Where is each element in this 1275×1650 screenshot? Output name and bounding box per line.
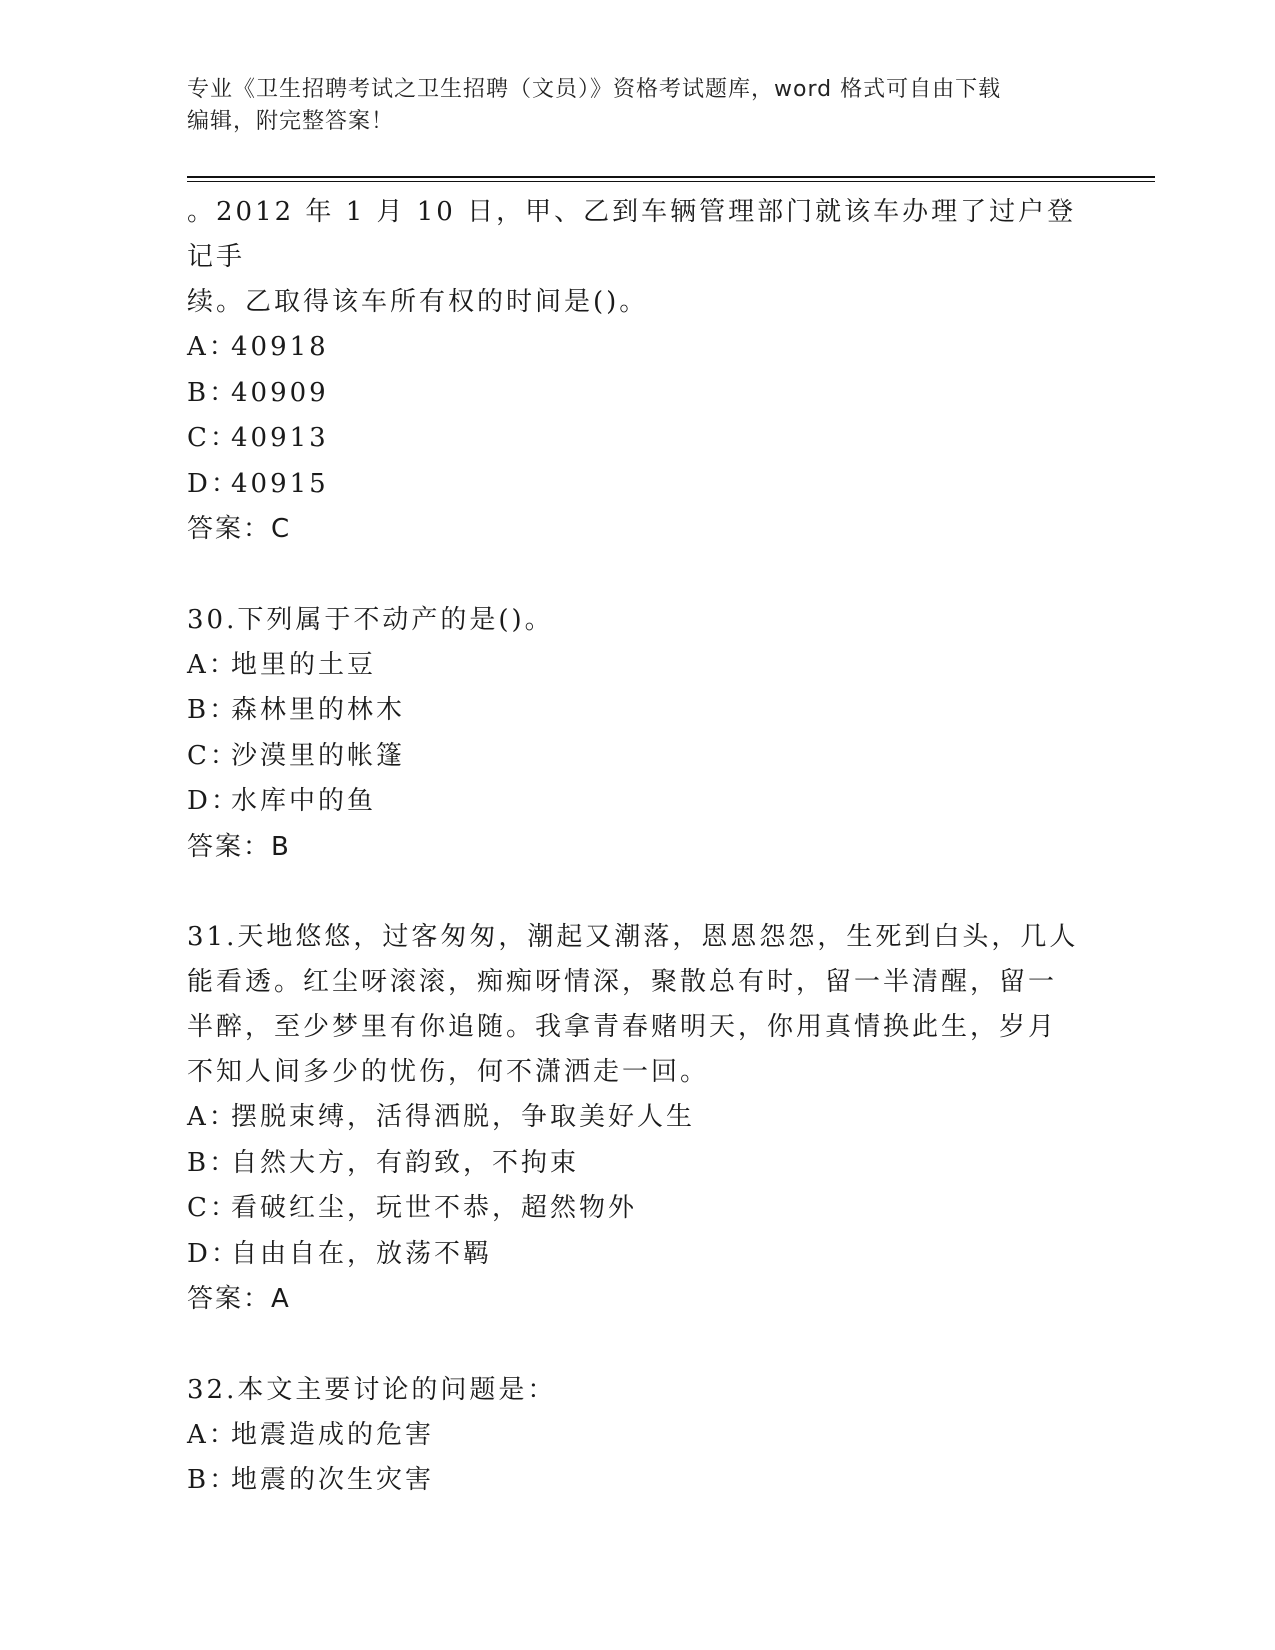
question-29-continuation: [187, 190, 1087, 553]
option-a: [187, 643, 1087, 689]
option-b: [187, 1458, 1087, 1504]
option-label: A：: [187, 1419, 238, 1450]
option-d: [187, 779, 1087, 825]
option-c: [187, 416, 1087, 462]
document-body: [187, 190, 1087, 1504]
option-text: 自然大方，有韵致，不拘束: [231, 1147, 580, 1178]
question-text-line: 。2012 年 1 月 10 日，甲、乙到车辆管理部门就该车办理了过户登记手: [187, 197, 1077, 272]
option-d: [187, 462, 1087, 508]
question-spacer: [187, 553, 1087, 598]
option-d: [187, 1232, 1087, 1278]
option-b: [187, 688, 1087, 734]
option-text: 40918: [231, 332, 329, 362]
option-c: [187, 1186, 1087, 1232]
option-label: C：: [187, 1193, 239, 1223]
question-31: [187, 915, 1087, 1323]
option-c: [187, 734, 1087, 780]
option-label: B：: [187, 1147, 239, 1178]
question-stem-line: 半醉，至少梦里有你追随。我拿青春赌明天，你用真情换此生，岁月: [187, 1012, 1058, 1042]
option-label: C：: [187, 740, 239, 771]
answer-line: 答案：C: [187, 514, 292, 544]
option-label: B：: [187, 1465, 239, 1495]
option-text: 40915: [231, 468, 329, 499]
header-line-1: 专业《卫生招聘考试之卫生招聘（文员）》资格考试题库，word 格式可自由下载: [187, 77, 1002, 102]
option-label: D：: [187, 1238, 240, 1269]
option-text: 水库中的鱼: [231, 786, 377, 816]
option-b: [187, 371, 1087, 417]
option-label: D：: [187, 786, 240, 816]
option-text: 森林里的林木: [231, 695, 406, 725]
option-text: 自由自在，放荡不羁: [231, 1238, 493, 1269]
question-spacer: [187, 1323, 1087, 1368]
option-label: B：: [187, 695, 239, 725]
question-spacer: [187, 870, 1087, 915]
option-text: 40909: [231, 377, 329, 408]
option-label: A：: [187, 649, 238, 680]
option-label: D：: [187, 468, 240, 499]
question-stem-line: 不知人间多少的忧伤，何不潇洒走一回。: [187, 1057, 710, 1087]
option-a: [187, 325, 1087, 371]
header-line-2: 编辑，附完整答案！: [187, 109, 395, 134]
option-text: 地震造成的危害: [231, 1419, 435, 1450]
question-stem: 32.本文主要讨论的问题是：: [187, 1374, 557, 1405]
question-stem-line: 31.天地悠悠，过客匆匆，潮起又潮落，恩恩怨怨，生死到白头，几人: [187, 922, 1079, 952]
option-label: B：: [187, 377, 239, 408]
question-text-line: 续。乙取得该车所有权的时间是()。: [187, 287, 649, 317]
question-stem-line: 能看透。红尘呀滚滚，痴痴呀情深，聚散总有时，留一半清醒，留一: [187, 967, 1058, 997]
option-text: 40913: [231, 423, 329, 453]
option-label: A：: [187, 1102, 238, 1132]
question-stem: 30.下列属于不动产的是()。: [187, 604, 554, 635]
option-label: A：: [187, 332, 238, 362]
document-header: [187, 74, 1067, 138]
option-a: [187, 1413, 1087, 1459]
answer-line: 答案：A: [187, 1284, 291, 1314]
option-b: [187, 1141, 1087, 1187]
header-divider-thick: [187, 176, 1155, 178]
question-30: [187, 598, 1087, 871]
option-text: 地震的次生灾害: [231, 1465, 435, 1495]
option-text: 沙漠里的帐篷: [231, 740, 406, 771]
option-label: C：: [187, 423, 239, 453]
header-divider-thin: [187, 181, 1155, 182]
option-a: [187, 1095, 1087, 1141]
option-text: 摆脱束缚，活得洒脱，争取美好人生: [231, 1102, 696, 1132]
option-text: 看破红尘，玩世不恭，超然物外: [231, 1193, 638, 1223]
option-text: 地里的土豆: [231, 649, 377, 680]
question-32: [187, 1368, 1087, 1504]
answer-line: 答案：B: [187, 831, 291, 862]
